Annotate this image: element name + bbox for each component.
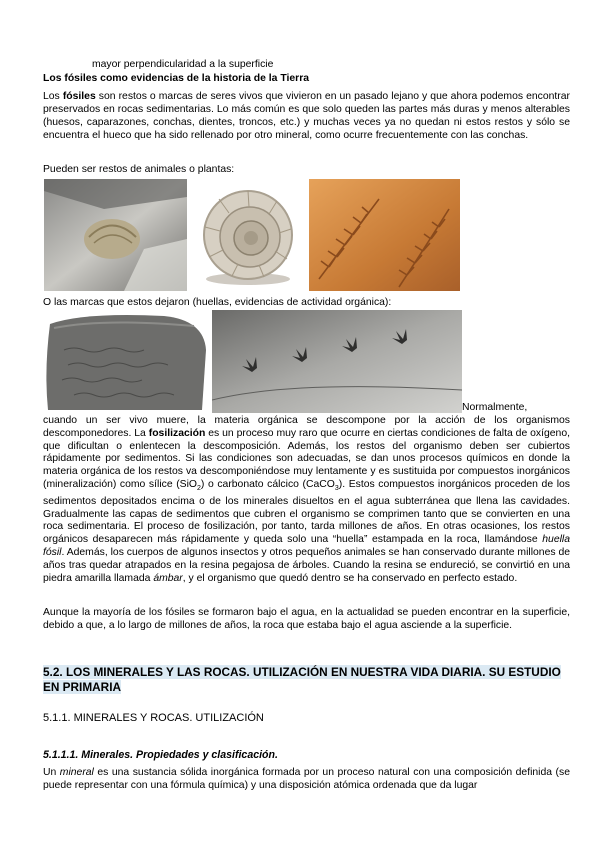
term-fosiles: fósiles xyxy=(62,91,96,102)
subsection-heading: 5.1.1. MINERALES Y ROCAS. UTILIZACIÓN xyxy=(43,712,264,724)
dinosaur-footprints-image xyxy=(212,310,462,413)
subsubsection-heading: 5.1.1.1. Minerales. Propiedades y clasificación. xyxy=(43,749,278,761)
closing-paragraph: Aunque la mayoría de los fósiles se formaron bajo el agua, en la actualidad se pueden encontrar en la superficie, debido a que, a lo largo de millones de años, la roca que estaba bajo el agua asciende a la superficie. xyxy=(43,607,570,631)
fossils-heading: Los fósiles como evidencias de la historia de la Tierra xyxy=(43,73,310,84)
remains-caption: Pueden ser restos de animales o plantas: xyxy=(43,164,235,175)
minerals-paragraph: Un mineral es una sustancia sólida inorgánica formada por un proceso natural con una composición definida (se puede representar con una fórmula química) y una disposición atómica ordenada que da lugar xyxy=(43,767,570,791)
fossil-shell-in-rock-image xyxy=(44,179,187,291)
section-title: 5.2. LOS MINERALES Y LAS ROCAS. UTILIZACIÓN EN NUESTRA VIDA DIARIA. SU ESTUDIO EN PRIMARIA xyxy=(43,665,561,694)
term-ambar: ámbar xyxy=(153,572,183,584)
marks-caption: O las marcas que estos dejaron (huellas, evidencias de actividad orgánica): xyxy=(43,297,392,308)
ammonite-fossil-image xyxy=(189,179,307,291)
normally-word: Normalmente, xyxy=(462,402,528,413)
top-fragment: mayor perpendicularidad a la superficie xyxy=(92,59,274,70)
intro-paragraph: Los fósiles son restos o marcas de seres vivos que vivieron en un pasado lejano y que ahora podemos encontrar preservados en rocas sedimentarias. Lo más común es que solo queden las partes más duras y menos alterables (huesos, caparazones, conchas, dientes, troncos, etc.) y muchas veces ya no quedan ni estos restos y sólo se encuentra el hueco que ha sido rellenado por otro mineral, como ocurre frecuentemente con las conchas. xyxy=(43,91,570,141)
term-fosilizacion: fosilización xyxy=(148,427,206,439)
fossilization-paragraph: cuando un ser vivo muere, la materia orgánica se descompone por la acción de los organismos descomponedores. La fosilización es un proceso muy raro que ocurre en ciertas condiciones de falta de oxígeno, que dificultan o enlentecen la descomposición. Además, los restos del organismo deben ser cubiertos rápidamente por sedimentos. Si las condiciones son adecuadas, se dan unos procesos químicos en donde la materia orgánica de los restos va descomponiéndose muy lentamente y es sustituida por compuestos inorgánicos (mineralización) como sílice (SiO$_2$) o carbonato cálcico (CaCO$_3$). Estos compuestos inorgánicos proceden de los sedimentos depositados encima o de los minerales disueltos en el agua subterránea que llena las cavidades. Gradualmente las capas de sedimentos que cubren el organismo se comprimen tanto que se convierten en una roca sedimentaria. El proceso de fosilización, por tanto, tarda millones de años. En otras ocasiones, los restos orgánicos desaparecen más rápidamente y queda solo una “huella” estampada en la roca, llamándose huella fósil. Además, los cuerpos de algunos insectos y otros pequeños animales se han conservado durante millones de años tras quedar atrapados en la resina pegajosa de árboles. Cuando la resina se endureció, se convirtió en una piedra amarilla llamada ámbar, y el organismo que quedó dentro se ha conservado en perfecto estado. xyxy=(43,415,570,584)
term-mineral: mineral xyxy=(59,767,94,778)
trace-fossil-rock-image xyxy=(44,310,210,413)
term-huella-fosil: huella fósil xyxy=(43,534,570,559)
fern-fossil-image xyxy=(309,179,460,291)
